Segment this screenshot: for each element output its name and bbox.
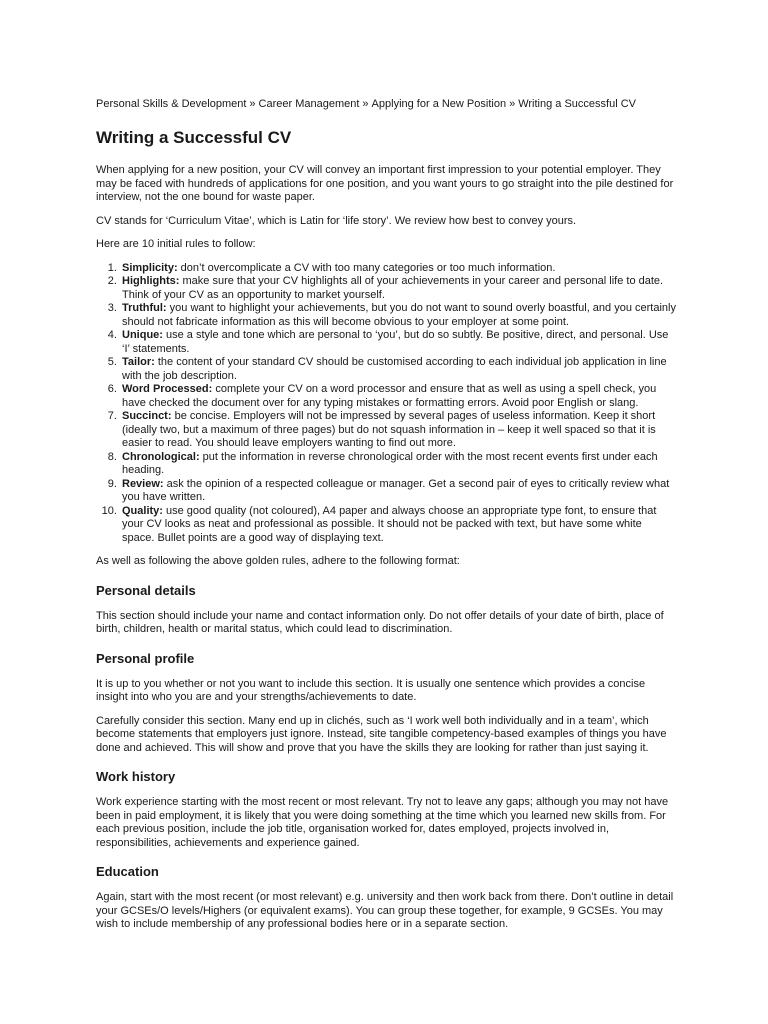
section-paragraph: Again, start with the most recent (or most relevant) e.g. university and then work back from there. Don’t outline in detail your GCSEs/O levels/Highers (or equivalent exams). You can group these together, for example, 9 GCSEs. You may wish to include membership of any professional bodies here or in a separate section. [96, 891, 674, 930]
rule-text: ask the opinion of a respected colleague or manager. Get a second pair of eyes to critically review what you have written. [122, 477, 670, 503]
rule-text: use good quality (not coloured), A4 paper and always choose an appropriate type font, to ensure that your CV looks as neat and professional as possible. It should not be packed with text, but have some white space. Bullet points are a good way of displaying text. [122, 504, 657, 544]
breadcrumb-separator: » [362, 98, 369, 110]
rule-item [120, 451, 676, 478]
rule-item [120, 410, 676, 451]
breadcrumb-separator: » [249, 98, 256, 110]
rule-term: Word Processed: [122, 383, 213, 395]
section-paragraph: It is up to you whether or not you want to include this section. It is usually one sentence which provides a concise insight into who you are and your strengths/achievements to date. [96, 677, 646, 703]
rule-text: put the information in reverse chronological order with the most recent events first under each heading. [122, 450, 658, 476]
intro-paragraph: When applying for a new position, your CV will convey an important first impression to your potential employer. They may be faced with hundreds of applications for one position, and you want yours to go straight into the pile destined for interview, not the one bound for waste paper. [96, 164, 674, 203]
rule-item [120, 275, 676, 302]
rule-text: make sure that your CV highlights all of your achievements in your career and personal life to date. Think of your CV as an opportunity to market yourself. [122, 275, 664, 301]
breadcrumb-current: Writing a Successful CV [518, 98, 636, 110]
section-heading-work-history: Work history [96, 769, 176, 784]
section-heading-personal-details: Personal details [96, 582, 196, 598]
rules-list [96, 262, 676, 546]
rule-term: Unique: [122, 329, 163, 341]
section-paragraph: This section should include your name and contact information only. Do not offer details of your date of birth, place of birth, children, health or marital status, which could lead to discrimination. [96, 609, 664, 635]
rule-item [120, 383, 676, 410]
rule-term: Highlights: [122, 275, 180, 287]
format-intro: As well as following the above golden rules, adhere to the following format: [96, 555, 460, 567]
rule-term: Succinct: [122, 410, 172, 422]
section-paragraph: Work experience starting with the most recent or most relevant. Try not to leave any gaps; although you may not have been in paid employment, it is likely that you were doing something at the time which you learned new skills from. For each previous position, include the job title, organisation worked for, dates employed, projects involved in, responsibilities, achievements and experience gained. [96, 796, 669, 849]
section-heading-education: Education [96, 864, 159, 879]
breadcrumb-link-personal-skills[interactable]: Personal Skills & Development [96, 98, 247, 110]
breadcrumb-link-applying-for-position[interactable]: Applying for a New Position [371, 98, 507, 110]
rule-text: complete your CV on a word processor and ensure that as well as using a spell check, you have checked the document over for any typing mistakes or formatting errors. Avoid poor English or slang. [122, 383, 657, 409]
rule-item [120, 356, 676, 383]
section-heading-personal-profile: Personal profile [96, 650, 195, 666]
rule-term: Chronological: [122, 450, 200, 463]
intro-paragraph: CV stands for ‘Curriculum Vitae’, which is Latin for ‘life story’. We review how best to convey yours. [96, 214, 577, 227]
rule-item [120, 505, 676, 546]
rule-term: Quality: [122, 504, 163, 517]
rule-item [120, 262, 676, 276]
breadcrumb [96, 97, 676, 111]
rule-text: the content of your standard CV should be customised according to each individual job application in line with the job description. [122, 356, 667, 382]
intro-paragraph: Here are 10 initial rules to follow: [96, 238, 256, 250]
rule-term: Truthful: [122, 302, 167, 314]
rule-item [120, 329, 676, 356]
article-content [96, 97, 676, 932]
section-paragraph: Carefully consider this section. Many end up in clichés, such as ‘I work well both individually and in a team’, which become statements that employers just ignore. Instead, site tangible competency-based examples of things you have done and achieved. This will show and prove that you have the skills they are looking for rather than just saying it. [96, 714, 667, 754]
page-title: Writing a Successful CV [96, 128, 292, 147]
breadcrumb-separator: » [509, 98, 516, 110]
rule-item [120, 302, 676, 329]
rule-text: you want to highlight your achievements, but you do not want to sound overly boastful, and you certainly should not fabricate information as this will become obvious to your employer at some point. [122, 302, 676, 328]
rule-term: Simplicity: [122, 261, 178, 274]
rule-term: Review: [122, 477, 164, 490]
rule-text: be concise. Employers will not be impressed by several pages of useless information. Keep it short (ideally two, but a maximum of three pages) but do not squash information in – keep it well spaced so that it is easier to read. You should leave employers wanting to find out more. [122, 410, 656, 449]
rule-text: don’t overcomplicate a CV with too many categories or too much information. [177, 261, 556, 274]
breadcrumb-link-career-management[interactable]: Career Management [258, 98, 360, 110]
rule-text: use a style and tone which are personal to ‘you’, but do so subtly. Be positive, direct, and personal. Use ‘I’ statements. [122, 329, 669, 355]
rule-item [120, 478, 676, 505]
rule-term: Tailor: [122, 356, 155, 368]
